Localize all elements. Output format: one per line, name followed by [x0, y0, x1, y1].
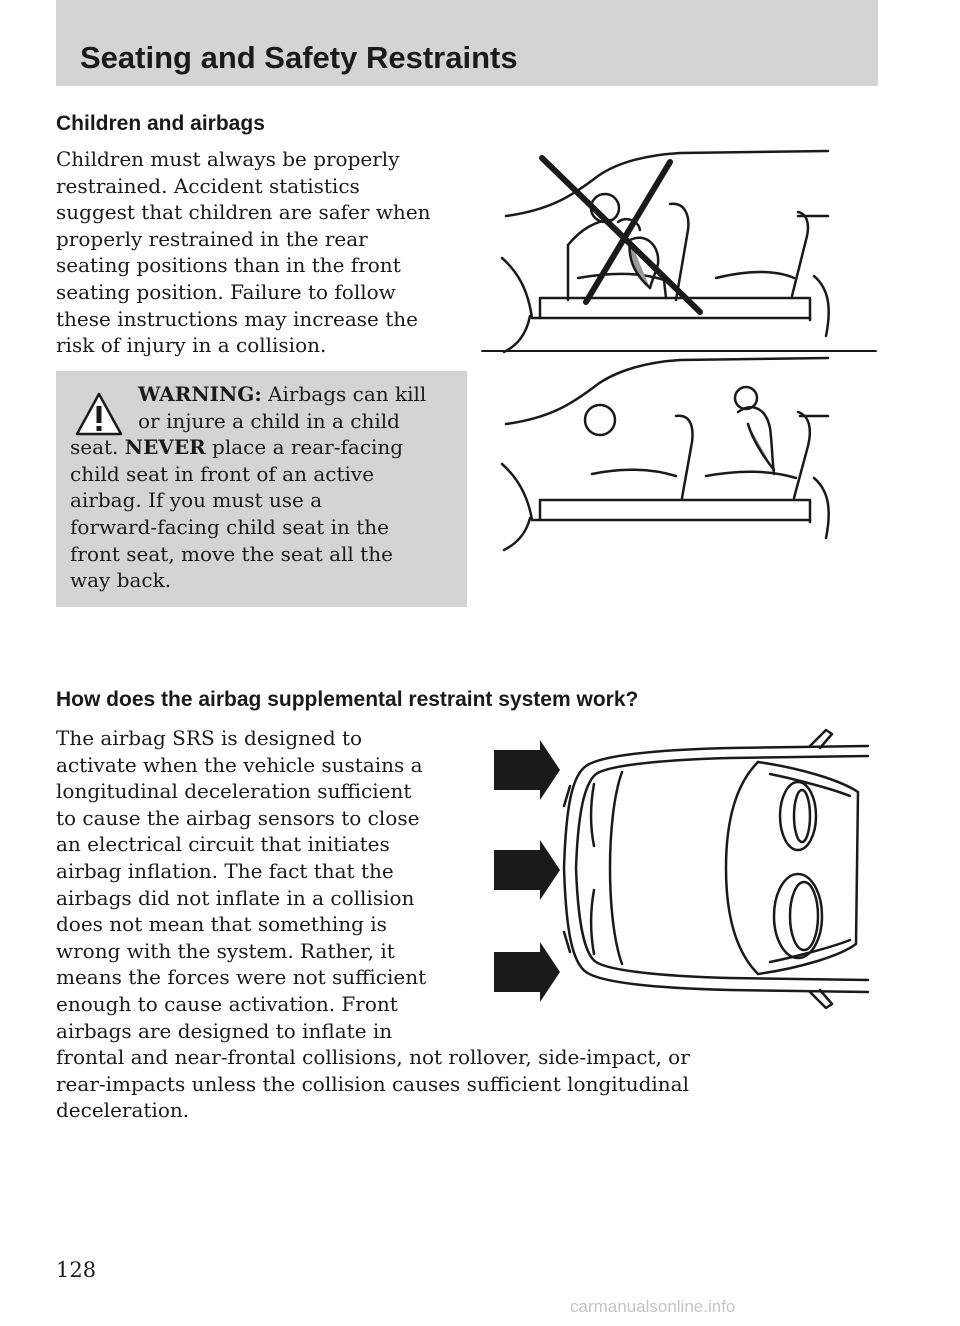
page-header [56, 0, 878, 86]
impact-arrow-icon [494, 840, 560, 900]
illustration-child-seat-rear [480, 354, 880, 554]
warning-label: WARNING: [138, 382, 262, 406]
page-title: Seating and Safety Restraints [80, 40, 518, 75]
page-number: 128 [56, 1258, 97, 1282]
section-heading-children-airbags: Children and airbags [56, 112, 265, 135]
warning-text: WARNING: Airbags can kill or injure a child in a child seat. NEVER place a rear-facing child seat in front of an active airbag. If you must use a forward-facing child seat in the front seat, move the seat all the way back. [70, 382, 427, 593]
warning-box [56, 371, 467, 607]
children-airbags-paragraph: Children must always be properly restrained. Accident statistics suggest that children are safer when properly restrained in the rear seating positions than in the front seating position. Failure to follow these instructions may increase the risk of injury in a collision. [56, 147, 431, 358]
never-emphasis: NEVER [124, 435, 206, 460]
illustration-frontal-impact [490, 726, 875, 1016]
section-heading-airbag-srs: How does the airbag supplemental restraint system work? [56, 688, 639, 711]
footer-watermark-url: carmanualsonline.info [570, 1297, 736, 1316]
impact-arrow-icon [494, 740, 560, 800]
impact-arrow-icon [494, 942, 560, 1002]
illustration-child-seat-front-crossed [480, 140, 880, 360]
airbag-srs-paragraph: The airbag SRS is designed to activate when the vehicle sustains a longitudinal deceleration sufficient to cause the airbag sensors to close an electrical circuit that initiates airbag inflation. The fact that the airbags did not inflate in a collision does not mean that something is wrong with the system. Rather, it means the forces were not sufficient enough to cause activation. Front airbags are designed to inflate in frontal and near-frontal collisions, not rollover, side-impact, or rear-impacts unless the collision causes sufficient longitudinal deceleration. [56, 726, 690, 1123]
